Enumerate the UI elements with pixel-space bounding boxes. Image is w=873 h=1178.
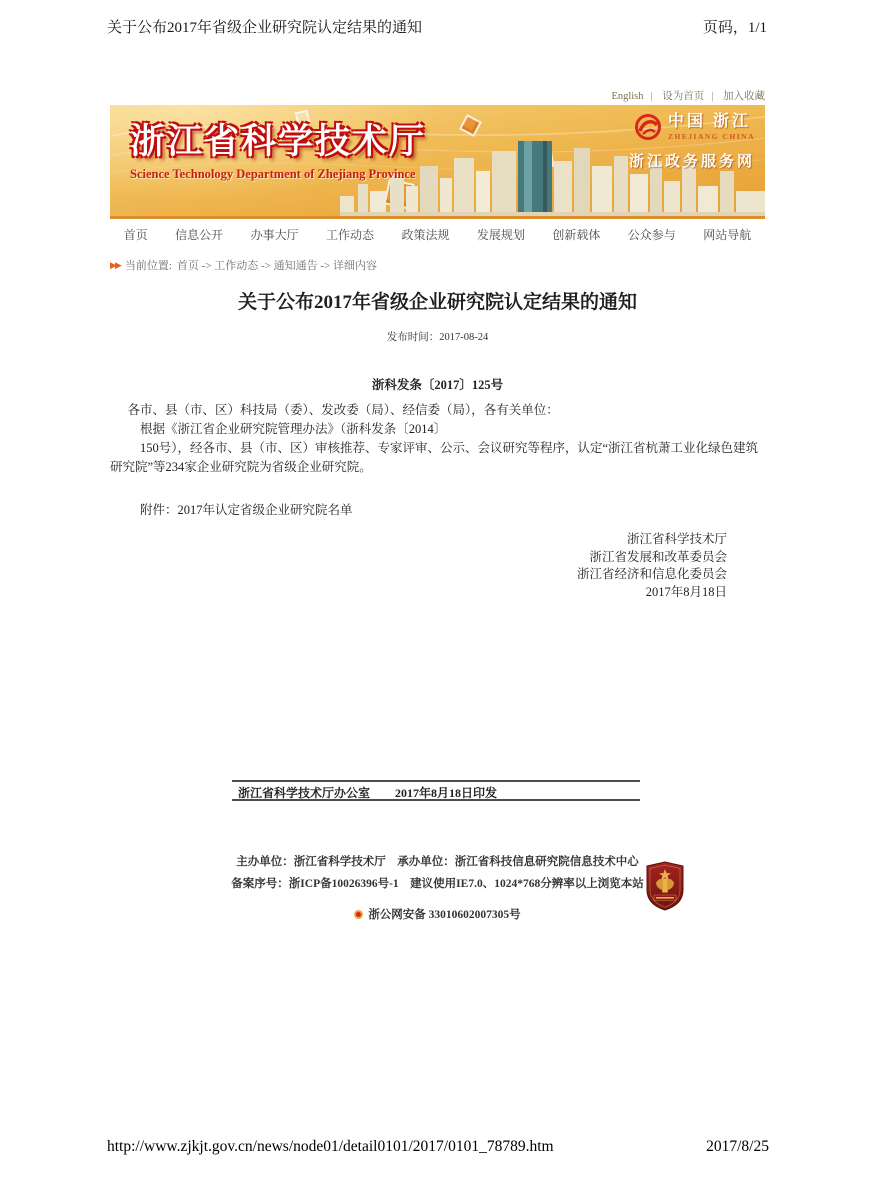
- gov-logo-text-en: ZHEJIANG CHINA: [667, 131, 755, 141]
- gov-logo-text-cn: 中国 浙江: [667, 112, 751, 130]
- gov-service-site-name[interactable]: 浙江政务服务网: [628, 154, 755, 170]
- link-add-favorite[interactable]: 加入收藏: [723, 91, 765, 102]
- site-name: 浙江省科学技术厅: [130, 122, 427, 161]
- footer-icp-line: 备案序号：浙ICP备10026396号-1 建议使用IE7.0、1024*768分辨率以上浏览本站: [231, 878, 644, 890]
- signature-line: 浙江省发展和改革委员会: [589, 549, 727, 564]
- article-title: 关于公布2017年省级企业研究院认定结果的通知: [237, 292, 637, 313]
- article-paragraph-result: 150号），经各市、县（市、区）审核推荐、专家评审、公示、会议研究等程序，认定“浙江省杭萧工业化绿色建筑研究院”等234家企业研究院为省级企业研究院。: [110, 441, 759, 474]
- signature-line: 浙江省经济和信息化委员会: [576, 567, 727, 581]
- signature-block: [110, 531, 765, 601]
- top-utility-links: [110, 88, 765, 105]
- signature-date: 2017年8月18日: [645, 584, 727, 599]
- breadcrumb: [110, 257, 765, 273]
- link-set-homepage[interactable]: 设为首页 |: [662, 91, 720, 102]
- footer-sponsor-line: 主办单位：浙江省科学技术厅 承办单位：浙江省科技信息研究院信息技术中心: [236, 856, 639, 868]
- document-number: 浙科发条〔2017〕125号: [371, 378, 504, 392]
- nav-item-work-news[interactable]: 工作动态: [326, 227, 375, 242]
- publish-date-label: 发布时间：: [386, 332, 440, 343]
- nav-item-info-disclosure[interactable]: 信息公开: [175, 227, 224, 242]
- attachment-line: 附件：2017年认定省级企业研究院名单: [140, 503, 353, 517]
- issuing-office: 浙江省科学技术厅办公室: [238, 786, 371, 800]
- nav-item-site-map[interactable]: 网站导航: [703, 227, 752, 242]
- publish-date-line: [110, 329, 765, 344]
- issuance-date: 2017年8月18日印发: [395, 786, 498, 800]
- site-banner: [110, 105, 765, 219]
- nav-item-development-plan[interactable]: 发展规划: [476, 227, 525, 242]
- signature-line: 浙江省科学技术厅: [626, 532, 727, 546]
- zhejiang-china-logo-icon: [634, 113, 662, 141]
- nav-item-service-hall[interactable]: 办事大厅: [250, 227, 299, 242]
- article-paragraph-basis: 根据《浙江省企业研究院管理办法》（浙科发条〔2014〕: [140, 422, 447, 436]
- issuance-table: [232, 780, 640, 801]
- print-footer-url: http://www.zjkjt.gov.cn/news/node01/detail0101/2017/0101_78789.htm: [107, 1138, 554, 1155]
- link-english[interactable]: English |: [611, 91, 659, 102]
- print-footer: [107, 1138, 769, 1156]
- nav-item-home[interactable]: 首页: [123, 227, 148, 242]
- nav-item-public-participation[interactable]: 公众参与: [627, 227, 676, 242]
- site-name-english: Science Technology Department of Zhejiang Province: [130, 166, 416, 181]
- nav-item-policies[interactable]: 政策法规: [401, 227, 450, 242]
- print-header-page-number: 页码，1/1: [702, 20, 767, 36]
- breadcrumb-path[interactable]: 首页 -> 工作动态 -> 通知通告 -> 详细内容: [176, 260, 378, 272]
- print-header-title: 关于公布2017年省级企业研究院认定结果的通知: [107, 20, 423, 36]
- public-security-badge-icon: [354, 910, 363, 919]
- public-security-number: 浙公网安备 33010602007305号: [368, 909, 521, 921]
- gov-site-identification-shield-icon: [645, 861, 685, 911]
- webpage-content: [110, 88, 765, 922]
- site-footer: [110, 853, 765, 922]
- main-navigation: [110, 219, 765, 249]
- print-footer-date: 2017/8/25: [706, 1138, 769, 1155]
- nav-item-innovation-carriers[interactable]: 创新载体: [552, 227, 601, 242]
- publish-date-value: 2017-08-24: [439, 332, 489, 343]
- breadcrumb-prefix: 当前位置:: [124, 260, 172, 272]
- article-paragraph-salutation: 各市、县（市、区）科技局（委）、发改委（局）、经信委（局），各有关单位：: [127, 403, 559, 417]
- breadcrumb-arrow-icon: ▶▶: [110, 259, 120, 270]
- gov-service-block: [629, 113, 755, 171]
- site-identity: [130, 123, 426, 182]
- print-header: [107, 16, 767, 37]
